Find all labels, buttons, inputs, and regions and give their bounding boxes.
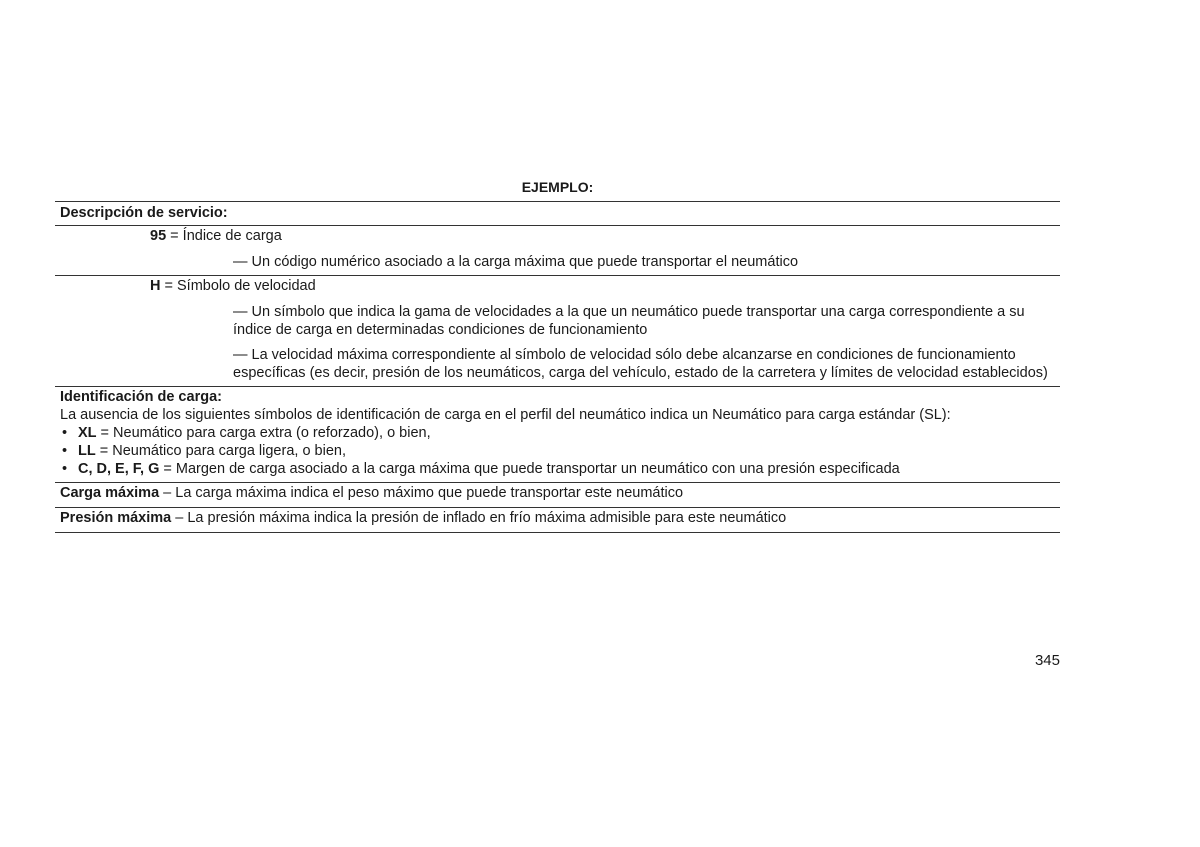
max-pressure-term: Presión máxima — [60, 510, 172, 526]
service-description-header: Descripción de servicio: — [55, 202, 1060, 226]
max-load-row — [55, 483, 1060, 508]
max-load-text: – La carga máxima indica el peso máximo que puede transportar este neumático — [159, 485, 684, 501]
speed-symbol-term — [150, 276, 1060, 295]
speed-symbol-row — [55, 276, 1060, 387]
tire-info-table — [55, 201, 1060, 533]
page-number: 345 — [1034, 652, 1060, 669]
load-code-ll: LL — [78, 443, 96, 459]
speed-symbol-description-2-text: — La velocidad máxima correspondiente al símbolo de velocidad sólo debe alcanzarse en condiciones de funcionamiento específicas (es decir, presión de los neumáticos, carga del vehículo, estado de la carretera y límites de velocidad establecidos) — [233, 347, 1048, 381]
speed-symbol-label: = Símbolo de velocidad — [160, 278, 316, 294]
load-index-row — [55, 226, 1060, 276]
max-pressure-row — [55, 508, 1060, 533]
load-index-description — [233, 245, 1050, 271]
load-code-xl: XL — [78, 425, 97, 441]
list-item: • XL = Neumático para carga extra (o reforzado), o bien, — [62, 425, 431, 441]
load-identification-intro: La ausencia de los siguientes símbolos de identificación de carga en el perfil del neumático indica un Neumático para carga estándar (SL): — [60, 407, 951, 423]
load-index-code: 95 — [150, 228, 167, 244]
load-identification-block — [55, 387, 1060, 483]
bullet-icon: • — [62, 461, 68, 477]
max-pressure-text: – La presión máxima indica la presión de inflado en frío máxima admisible para este neumático — [171, 510, 787, 526]
load-index-label: = Índice de carga — [166, 228, 282, 244]
speed-symbol-description-1 — [233, 295, 1050, 339]
speed-symbol-code: H — [150, 278, 161, 294]
load-identification-header: Identificación de carga: — [60, 389, 222, 405]
bullet-icon: • — [62, 425, 68, 441]
bullet-icon: • — [62, 443, 68, 459]
max-load-term: Carga máxima — [60, 485, 160, 501]
list-item: • LL = Neumático para carga ligera, o bien, — [62, 443, 346, 459]
list-item: • C, D, E, F, G = Margen de carga asociado a la carga máxima que puede transportar un neumático con una presión especificada — [62, 461, 900, 477]
page-title: EJEMPLO: — [521, 179, 594, 195]
speed-symbol-description-2 — [233, 339, 1050, 382]
speed-symbol-description-1-text: — Un símbolo que indica la gama de velocidades a la que un neumático puede transportar una carga correspondiente a su índice de carga en determinadas condiciones de funcionamiento — [233, 304, 1025, 338]
load-index-term — [150, 226, 1060, 245]
load-code-cdefg: C, D, E, F, G — [78, 461, 160, 477]
load-index-description-text: — Un código numérico asociado a la carga máxima que puede transportar el neumático — [233, 254, 799, 270]
